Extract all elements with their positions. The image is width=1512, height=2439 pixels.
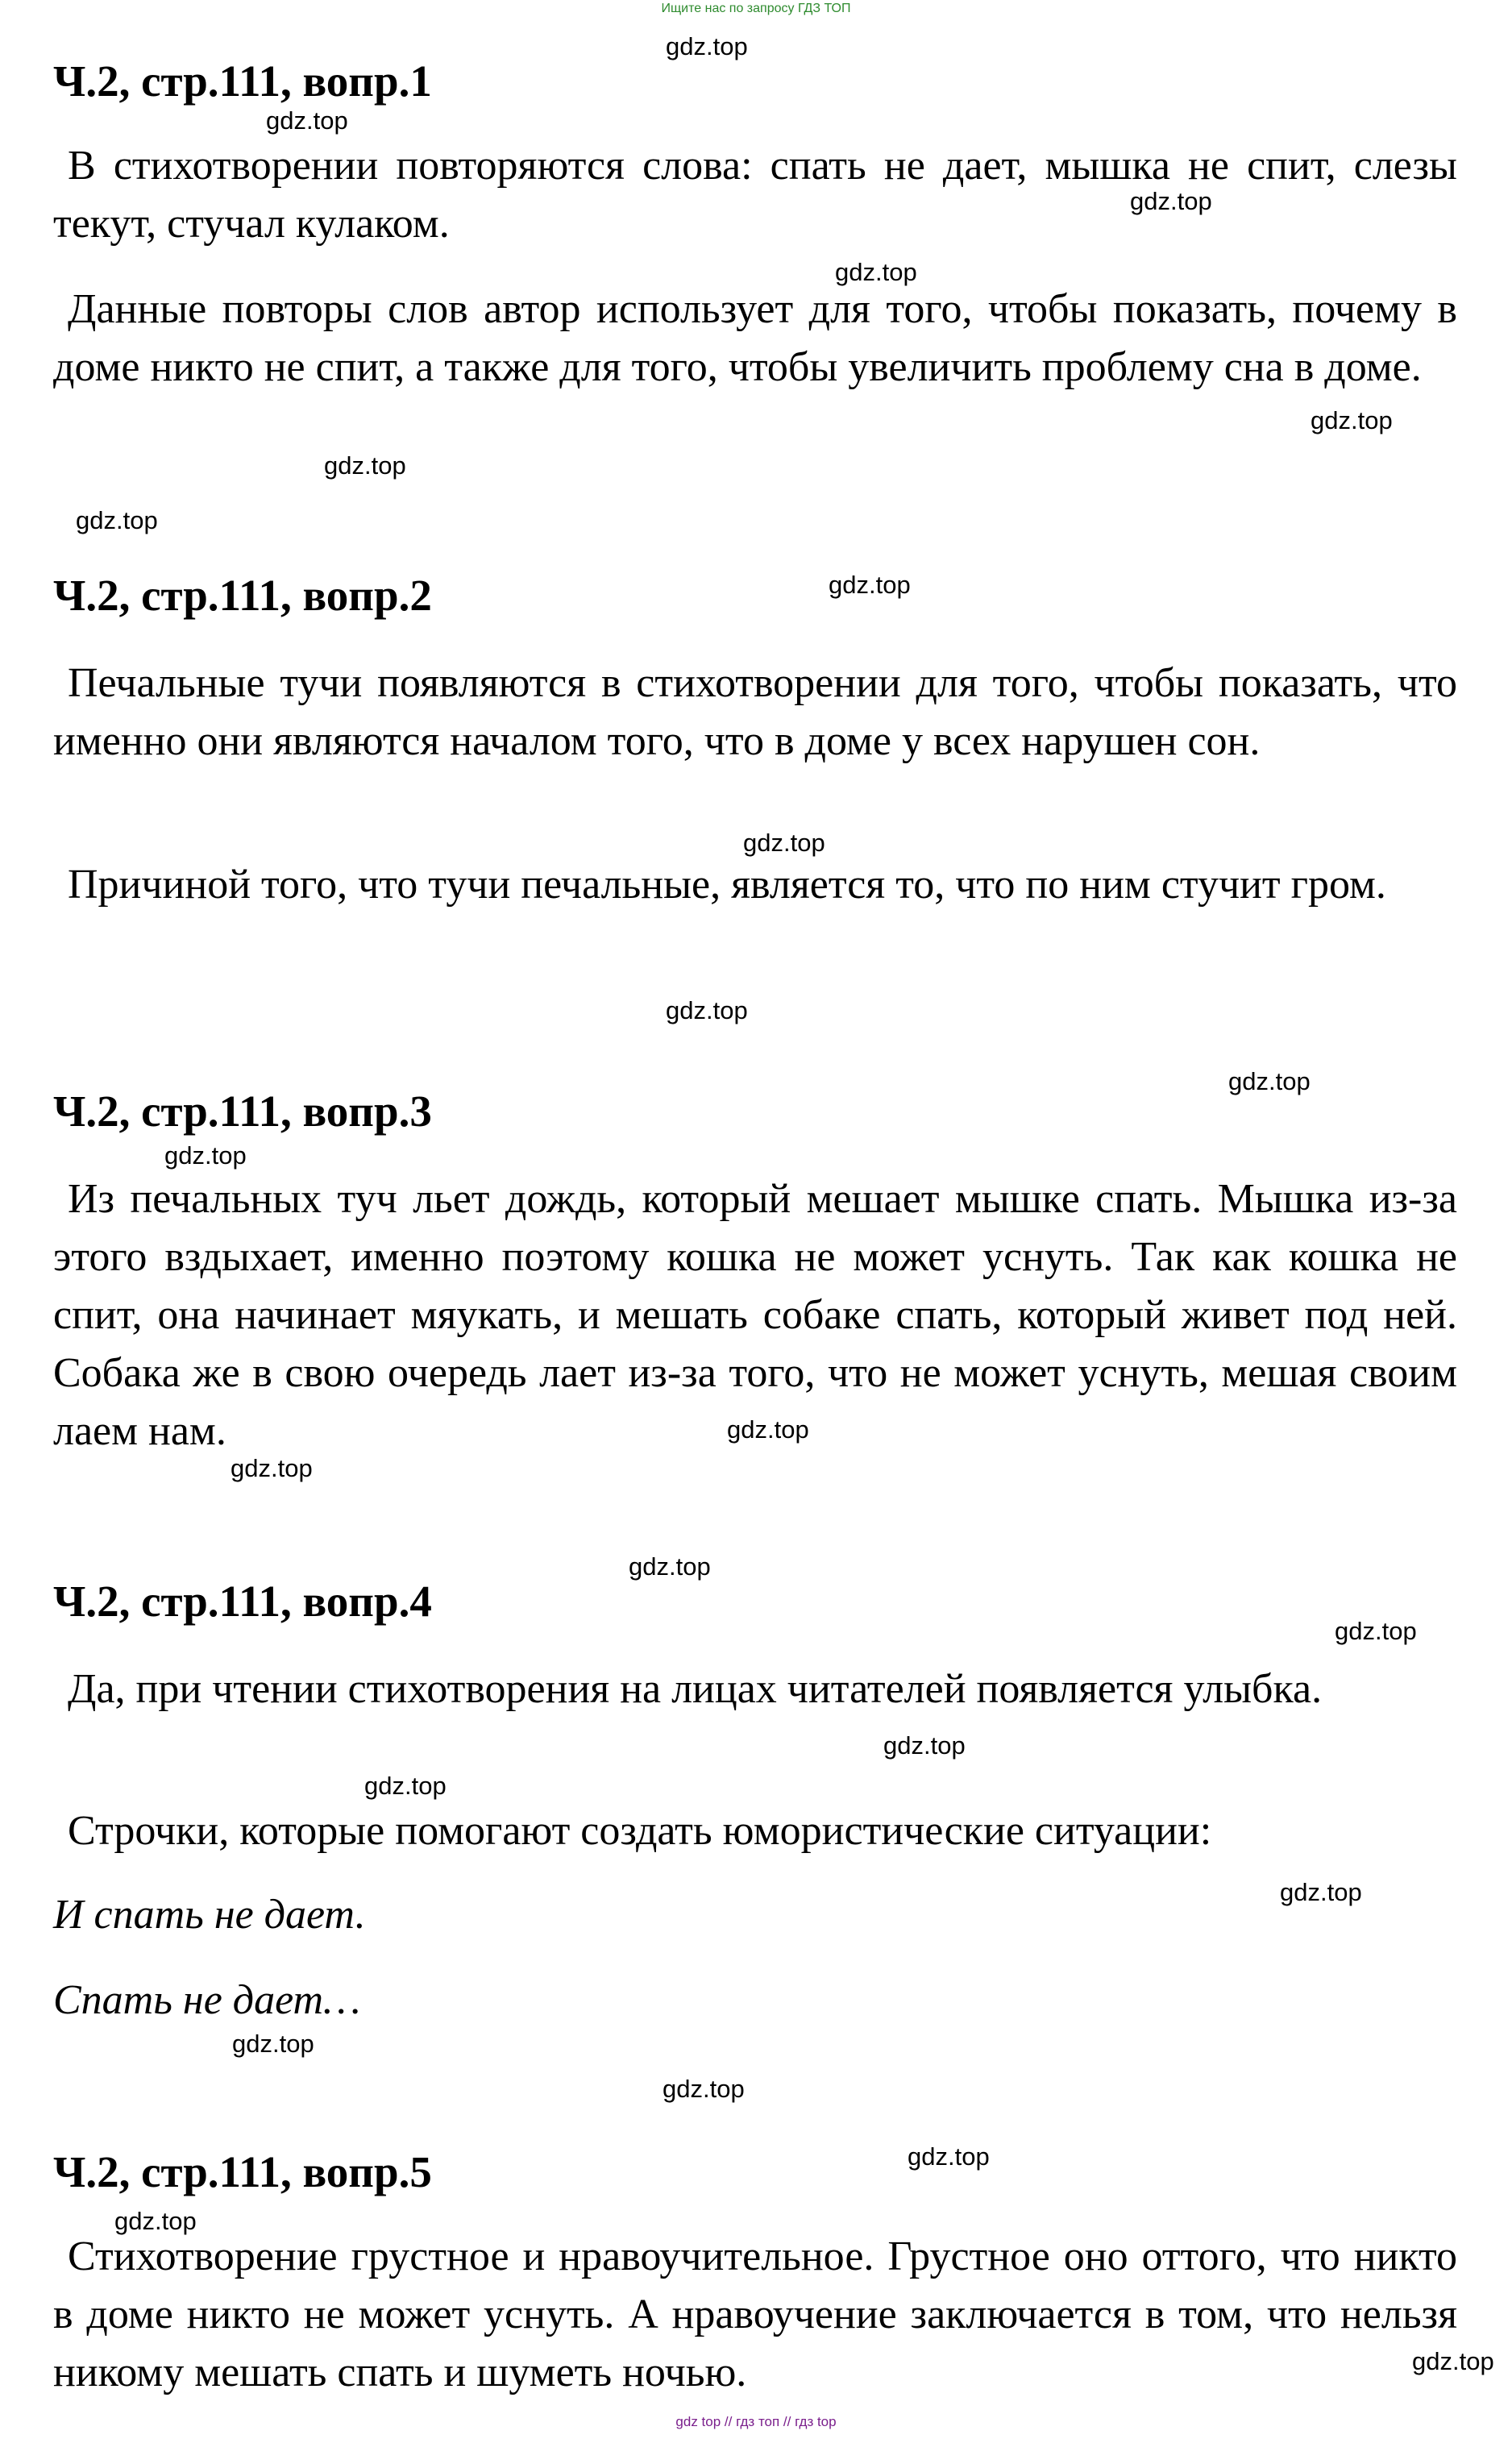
section-3-paragraph-1: Из печальных туч льет дождь, который мешает мышке спать. Мышка из-за этого вздыхает, именно поэтому кошка не может уснуть. Так как кошка не спит, она начинает мяукать, и мешать собаке спать, который живет под ней. Собака же в свою очередь лает из-за того, что не может уснуть, мешая своим лаем нам. — [53, 1176, 1457, 1454]
section-2-paragraph-2: Причиной того, что тучи печальные, является то, что по ним стучит гром. — [68, 862, 1386, 908]
section-heading-5: Ч.2, стр.111, вопр.5 — [53, 2147, 432, 2196]
footer-links: gdz top // гдз топ // гдз top — [675, 2414, 837, 2429]
section-heading-3: Ч.2, стр.111, вопр.3 — [53, 1087, 432, 1136]
section-heading-4: Ч.2, стр.111, вопр.4 — [53, 1577, 432, 1626]
watermark: gdz.top — [114, 2207, 197, 2235]
section-1-paragraph-1: В стихотворении повторяются слова: спать не дает, мышка не спит, слезы текут, стучал кулаком. — [53, 143, 1457, 247]
search-banner: Ищите нас по запросу ГДЗ ТОП — [661, 2, 851, 15]
watermark: gdz.top — [835, 258, 917, 286]
watermark: gdz.top — [743, 829, 825, 857]
watermark: gdz.top — [231, 1454, 313, 1482]
watermark: gdz.top — [666, 32, 748, 60]
watermark: gdz.top — [829, 571, 911, 599]
section-4-paragraph-2: Строчки, которые помогают создать юмористические ситуации: — [68, 1808, 1212, 1854]
watermark: gdz.top — [1412, 2347, 1494, 2375]
watermark: gdz.top — [663, 2075, 745, 2103]
section-heading-2: Ч.2, стр.111, вопр.2 — [53, 571, 432, 620]
watermark: gdz.top — [666, 996, 748, 1024]
watermark: gdz.top — [364, 1772, 447, 1800]
watermark: gdz.top — [324, 451, 406, 480]
section-4-quote-1: И спать не дает. — [53, 1892, 366, 1938]
section-4-quote-2: Спать не дает… — [53, 1977, 361, 2023]
watermark: gdz.top — [232, 2030, 314, 2058]
watermark: gdz.top — [1335, 1617, 1417, 1645]
watermark: gdz.top — [266, 106, 348, 135]
watermark: gdz.top — [1280, 1878, 1362, 1906]
section-5-paragraph-1: Стихотворение грустное и нравоучительное. Грустное оно оттого, что никто в доме никто не может уснуть. А нравоучение заключается в том, что нельзя никому мешать спать и шуметь ночью. — [53, 2233, 1457, 2395]
section-1-paragraph-2: Данные повторы слов автор использует для того, чтобы показать, почему в доме никто не спит, а также для того, чтобы увеличить проблему сна в доме. — [53, 286, 1457, 390]
watermark: gdz.top — [629, 1552, 711, 1581]
watermark: gdz.top — [76, 506, 158, 534]
watermark: gdz.top — [1311, 406, 1393, 434]
watermark: gdz.top — [1130, 187, 1212, 215]
section-2-paragraph-1: Печальные тучи появляются в стихотворении для того, чтобы показать, что именно они являются началом того, что в доме у всех нарушен сон. — [53, 660, 1457, 764]
watermark: gdz.top — [883, 1731, 966, 1760]
watermark: gdz.top — [1228, 1067, 1311, 1095]
section-heading-1: Ч.2, стр.111, вопр.1 — [53, 56, 432, 106]
section-4-paragraph-1: Да, при чтении стихотворения на лицах читателей появляется улыбка. — [68, 1666, 1323, 1712]
watermark: gdz.top — [164, 1141, 247, 1170]
watermark: gdz.top — [727, 1415, 809, 1444]
watermark: gdz.top — [908, 2142, 990, 2171]
